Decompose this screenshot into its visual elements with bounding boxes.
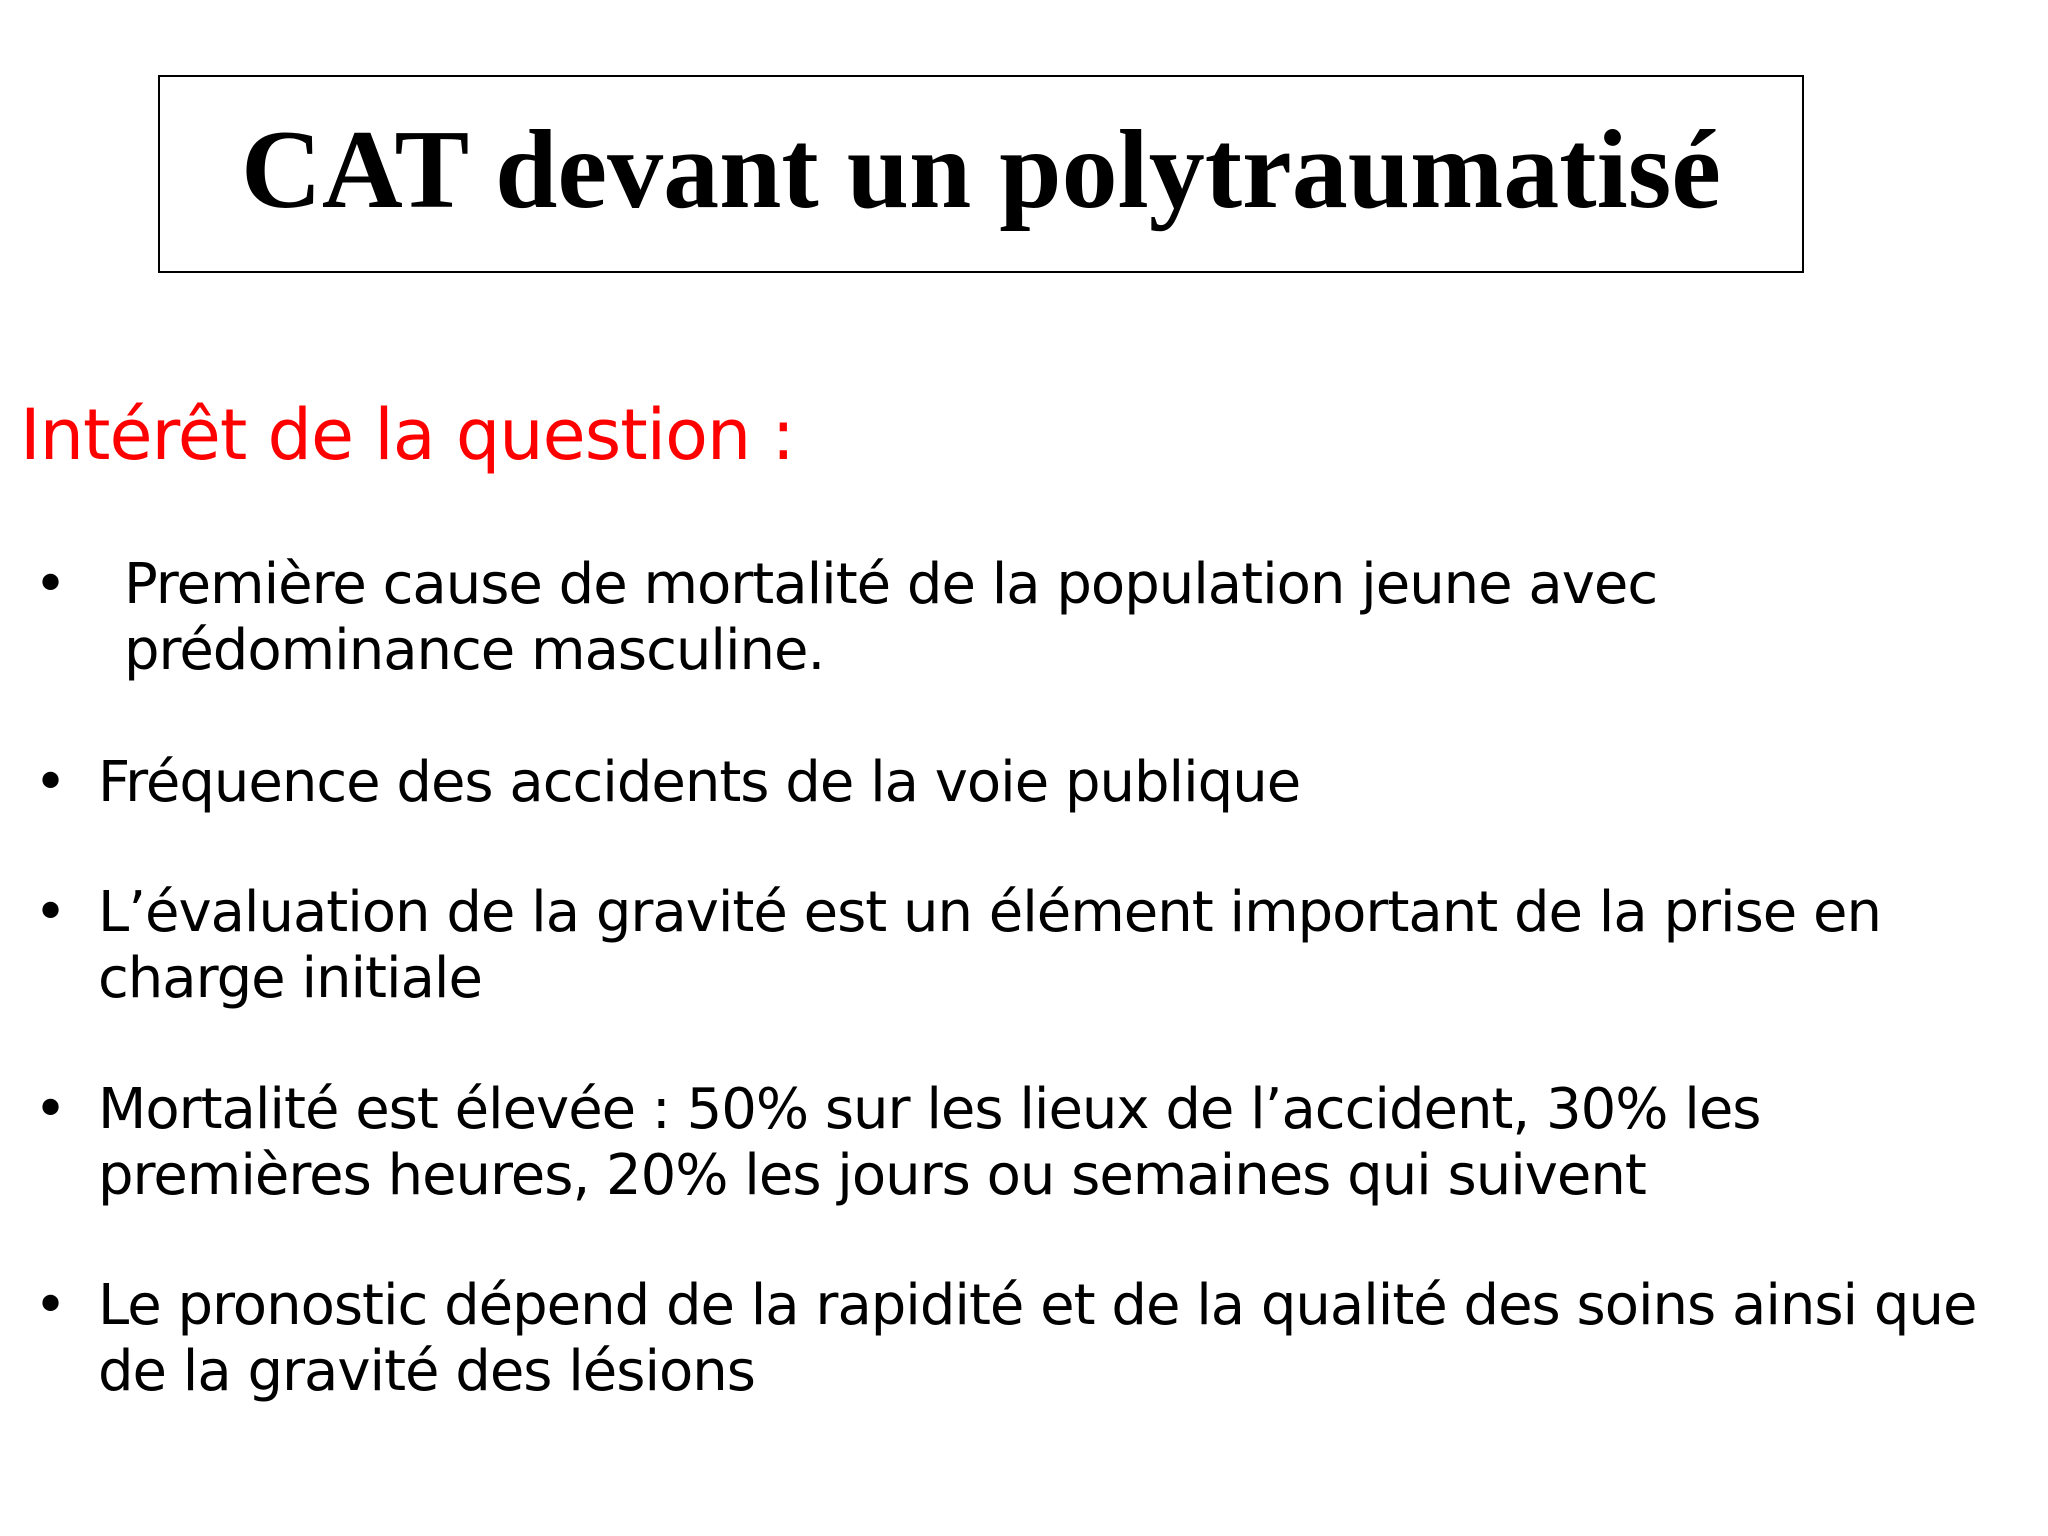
slide-subtitle: Intérêt de la question :	[20, 394, 795, 476]
bullet-item-2	[30, 750, 2020, 816]
bullet-dot: •	[33, 750, 67, 815]
bullet-item-3	[30, 880, 2020, 1012]
bullet-text-4: Mortalité est élevée : 50% sur les lieux de l’accident, 30% les premières heures, 20% les jours ou semaines qui suivent	[98, 1077, 1761, 1208]
bullet-dot: •	[33, 1077, 67, 1142]
bullet-item-4	[30, 1077, 2020, 1209]
bullet-dot: •	[33, 1273, 67, 1338]
slide-title: CAT devant un polytraumatisé	[240, 108, 1721, 232]
bullet-text-3: L’évaluation de la gravité est un élément important de la prise en charge initiale	[98, 880, 1881, 1011]
bullet-item-5	[30, 1273, 2020, 1405]
bullet-text-5: Le pronostic dépend de la rapidité et de la qualité des soins ainsi que de la gravité des lésions	[98, 1273, 1977, 1404]
bullet-text-1: Première cause de mortalité de la population jeune avec prédominance masculine.	[124, 552, 1658, 683]
bullet-dot: •	[33, 880, 67, 945]
bullet-dot: •	[33, 552, 67, 617]
bullet-text-2: Fréquence des accidents de la voie publique	[98, 750, 1301, 815]
bullet-item-1	[30, 552, 2020, 684]
